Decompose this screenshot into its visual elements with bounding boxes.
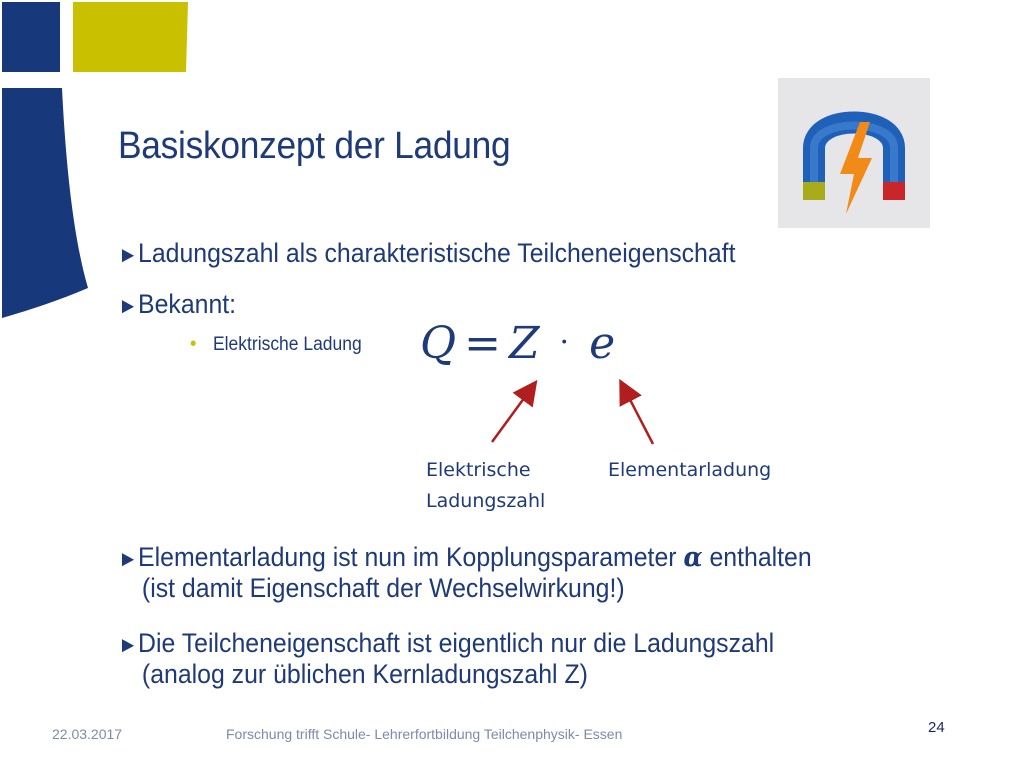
bullet-text-after: enthalten bbox=[702, 542, 812, 572]
triangle-bullet-icon: ► bbox=[118, 293, 139, 318]
bullet-text: Elementarladung ist nun im Kopplungsparameter bbox=[138, 542, 684, 572]
bullet-teilcheneigenschaft bbox=[118, 628, 774, 690]
formula-q: Q bbox=[420, 318, 459, 369]
triangle-bullet-icon: ► bbox=[118, 632, 139, 657]
footer-date: 22.03.2017 bbox=[52, 726, 123, 742]
formula-z: Z bbox=[508, 318, 542, 369]
bullet-text: Bekannt: bbox=[138, 289, 237, 319]
annotation-line1: Elektrische bbox=[426, 459, 531, 481]
page-number: 24 bbox=[928, 719, 945, 736]
arrow-to-z bbox=[492, 390, 530, 442]
bullet-continuation: (analog zur üblichen Kernladungszahl Z) bbox=[141, 659, 588, 689]
formula-dot: · bbox=[559, 325, 572, 360]
alpha-symbol: α bbox=[683, 542, 703, 573]
annotation-elementarladung: Elementarladung bbox=[608, 459, 772, 481]
triangle-bullet-icon: ► bbox=[118, 242, 139, 267]
bullet-text: Die Teilcheneigenschaft ist eigentlich nur die Ladungszahl bbox=[138, 628, 775, 658]
bullet-kopplungsparameter bbox=[118, 542, 812, 604]
annotation-line2: Ladungszahl bbox=[426, 490, 546, 512]
triangle-bullet-icon: ► bbox=[118, 546, 139, 571]
formula-e: e bbox=[589, 318, 618, 369]
bullet-continuation: (ist damit Eigenschaft der Wechselwirkung!) bbox=[141, 573, 625, 603]
bullet-text: Ladungszahl als charakteristische Teilcheneigenschaft bbox=[138, 238, 736, 268]
formula-equals: = bbox=[464, 318, 503, 369]
annotation-ladungszahl bbox=[426, 455, 545, 517]
dot-bullet-icon: • bbox=[190, 333, 197, 355]
slide-title: Basiskonzept der Ladung bbox=[118, 125, 511, 167]
footer-center-text: Forschung trifft Schule- Lehrerfortbildung Teilchenphysik- Essen bbox=[226, 726, 623, 742]
arrow-to-e bbox=[625, 390, 653, 444]
sub-bullet-text: Elektrische Ladung bbox=[213, 334, 362, 355]
